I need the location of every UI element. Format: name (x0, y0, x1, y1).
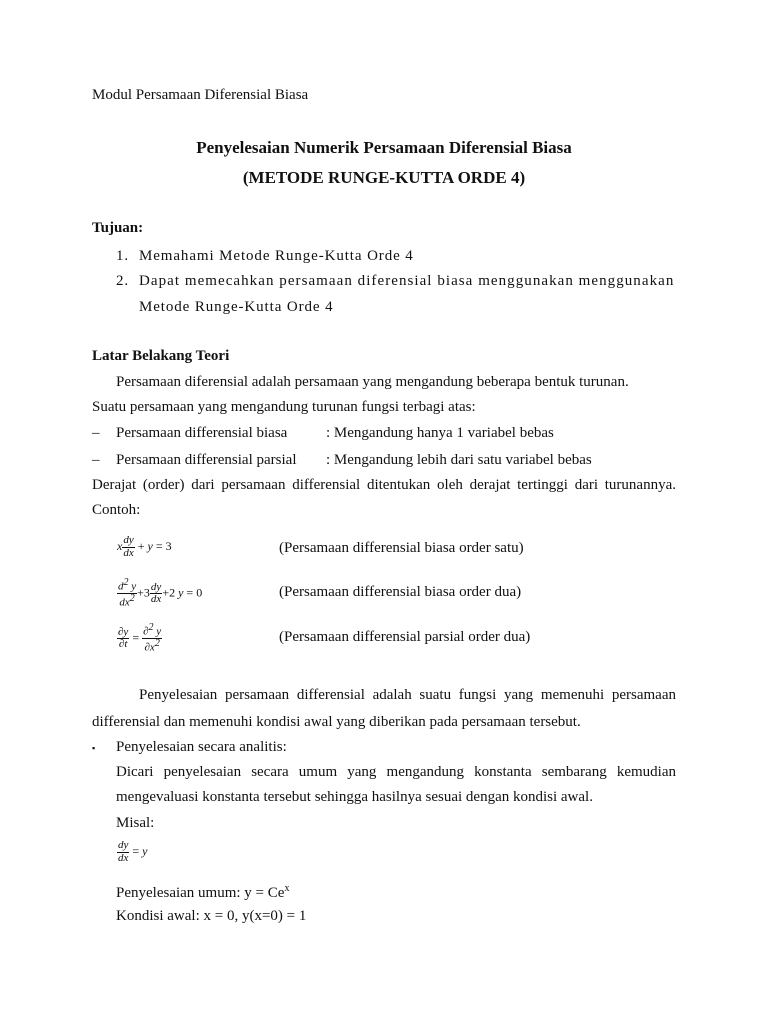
bullet-marker: ▪ (92, 743, 96, 753)
penyelesaian-umum (116, 883, 289, 902)
kondisi-awal: Kondisi awal: x = 0, y(x=0) = 1 (116, 908, 307, 924)
term-biasa: Persamaan differensial biasa (116, 425, 288, 441)
dash-marker-2: – (92, 452, 100, 468)
dash-marker-1: – (92, 425, 100, 441)
tujuan-item-1-text: Memahami Metode Runge-Kutta Orde 4 (139, 248, 414, 264)
penyelesaian-umum-text: Penyelesaian umum: y = Ce (116, 885, 285, 901)
equation-3: $\frac{\partial y}{\partial t}$ = $\frac{\partial^2 y}{\partial x^2}$ (118, 622, 162, 654)
example-3-desc: (Persamaan differensial parsial order dua) (279, 629, 531, 645)
document-title: Penyelesaian Numerik Persamaan Diferensial Biasa (196, 138, 572, 157)
analitis-line2: mengevaluasi konstanta tersebut sehingga hasilnya sesuai dengan kondisi awal. (116, 789, 593, 805)
def-parsial: : Mengandung lebih dari satu variabel bebas (326, 452, 592, 468)
document-subtitle: (METODE RUNGE-KUTTA ORDE 4) (242, 168, 526, 187)
term-parsial: Persamaan differensial parsial (116, 452, 297, 468)
latar-heading: Latar Belakang Teori (92, 348, 230, 364)
paragraph-order: Derajat (order) dari persamaan differensial ditentukan oleh derajat tertinggi dari turunannya. (92, 477, 676, 493)
paragraph-solution-line1: Penyelesaian persamaan differensial adalah suatu fungsi yang memenuhi persamaan (139, 687, 676, 703)
exponent-x: x (284, 883, 290, 894)
paragraph-solution-line2: differensial dan memenuhi kondisi awal yang diberikan pada persamaan tersebut. (92, 714, 581, 730)
tujuan-item-1-number: 1. (116, 248, 130, 264)
equation-2: $\frac{d^2 y}{dx^2}$ +3 $\frac{dy}{dx}$ +2 y = 0 (118, 577, 203, 609)
tujuan-item-2-text: Dapat memecahkan persamaan diferensial biasa menggunakan menggunakan (139, 273, 675, 289)
tujuan-heading: Tujuan: (92, 220, 144, 236)
paragraph-division: Suatu persamaan yang mengandung turunan fungsi terbagi atas: (92, 399, 476, 415)
contoh-label: Contoh: (92, 502, 141, 518)
equation-1: x $\frac{dy}{dx}$ + y = 3 (117, 534, 172, 559)
example-1-desc: (Persamaan differensial biasa order satu) (279, 540, 524, 556)
paragraph-definition: Persamaan diferensial adalah persamaan yang mengandung beberapa bentuk turunan. (116, 374, 629, 390)
example-2-desc: (Persamaan differensial biasa order dua) (279, 584, 522, 600)
tujuan-item-2-continuation: Metode Runge-Kutta Orde 4 (139, 299, 334, 315)
analitis-line1: Dicari penyelesaian secara umum yang mengandung konstanta sembarang kemudian (116, 764, 676, 780)
tujuan-item-2-number: 2. (116, 273, 130, 289)
def-biasa: : Mengandung hanya 1 variabel bebas (326, 425, 554, 441)
misal-label: Misal: (116, 815, 155, 831)
bullet-analitis-label: Penyelesaian secara analitis: (116, 739, 287, 755)
equation-misal: $\frac{dy}{dx}$ = y (118, 839, 148, 864)
running-header: Modul Persamaan Diferensial Biasa (92, 87, 309, 103)
